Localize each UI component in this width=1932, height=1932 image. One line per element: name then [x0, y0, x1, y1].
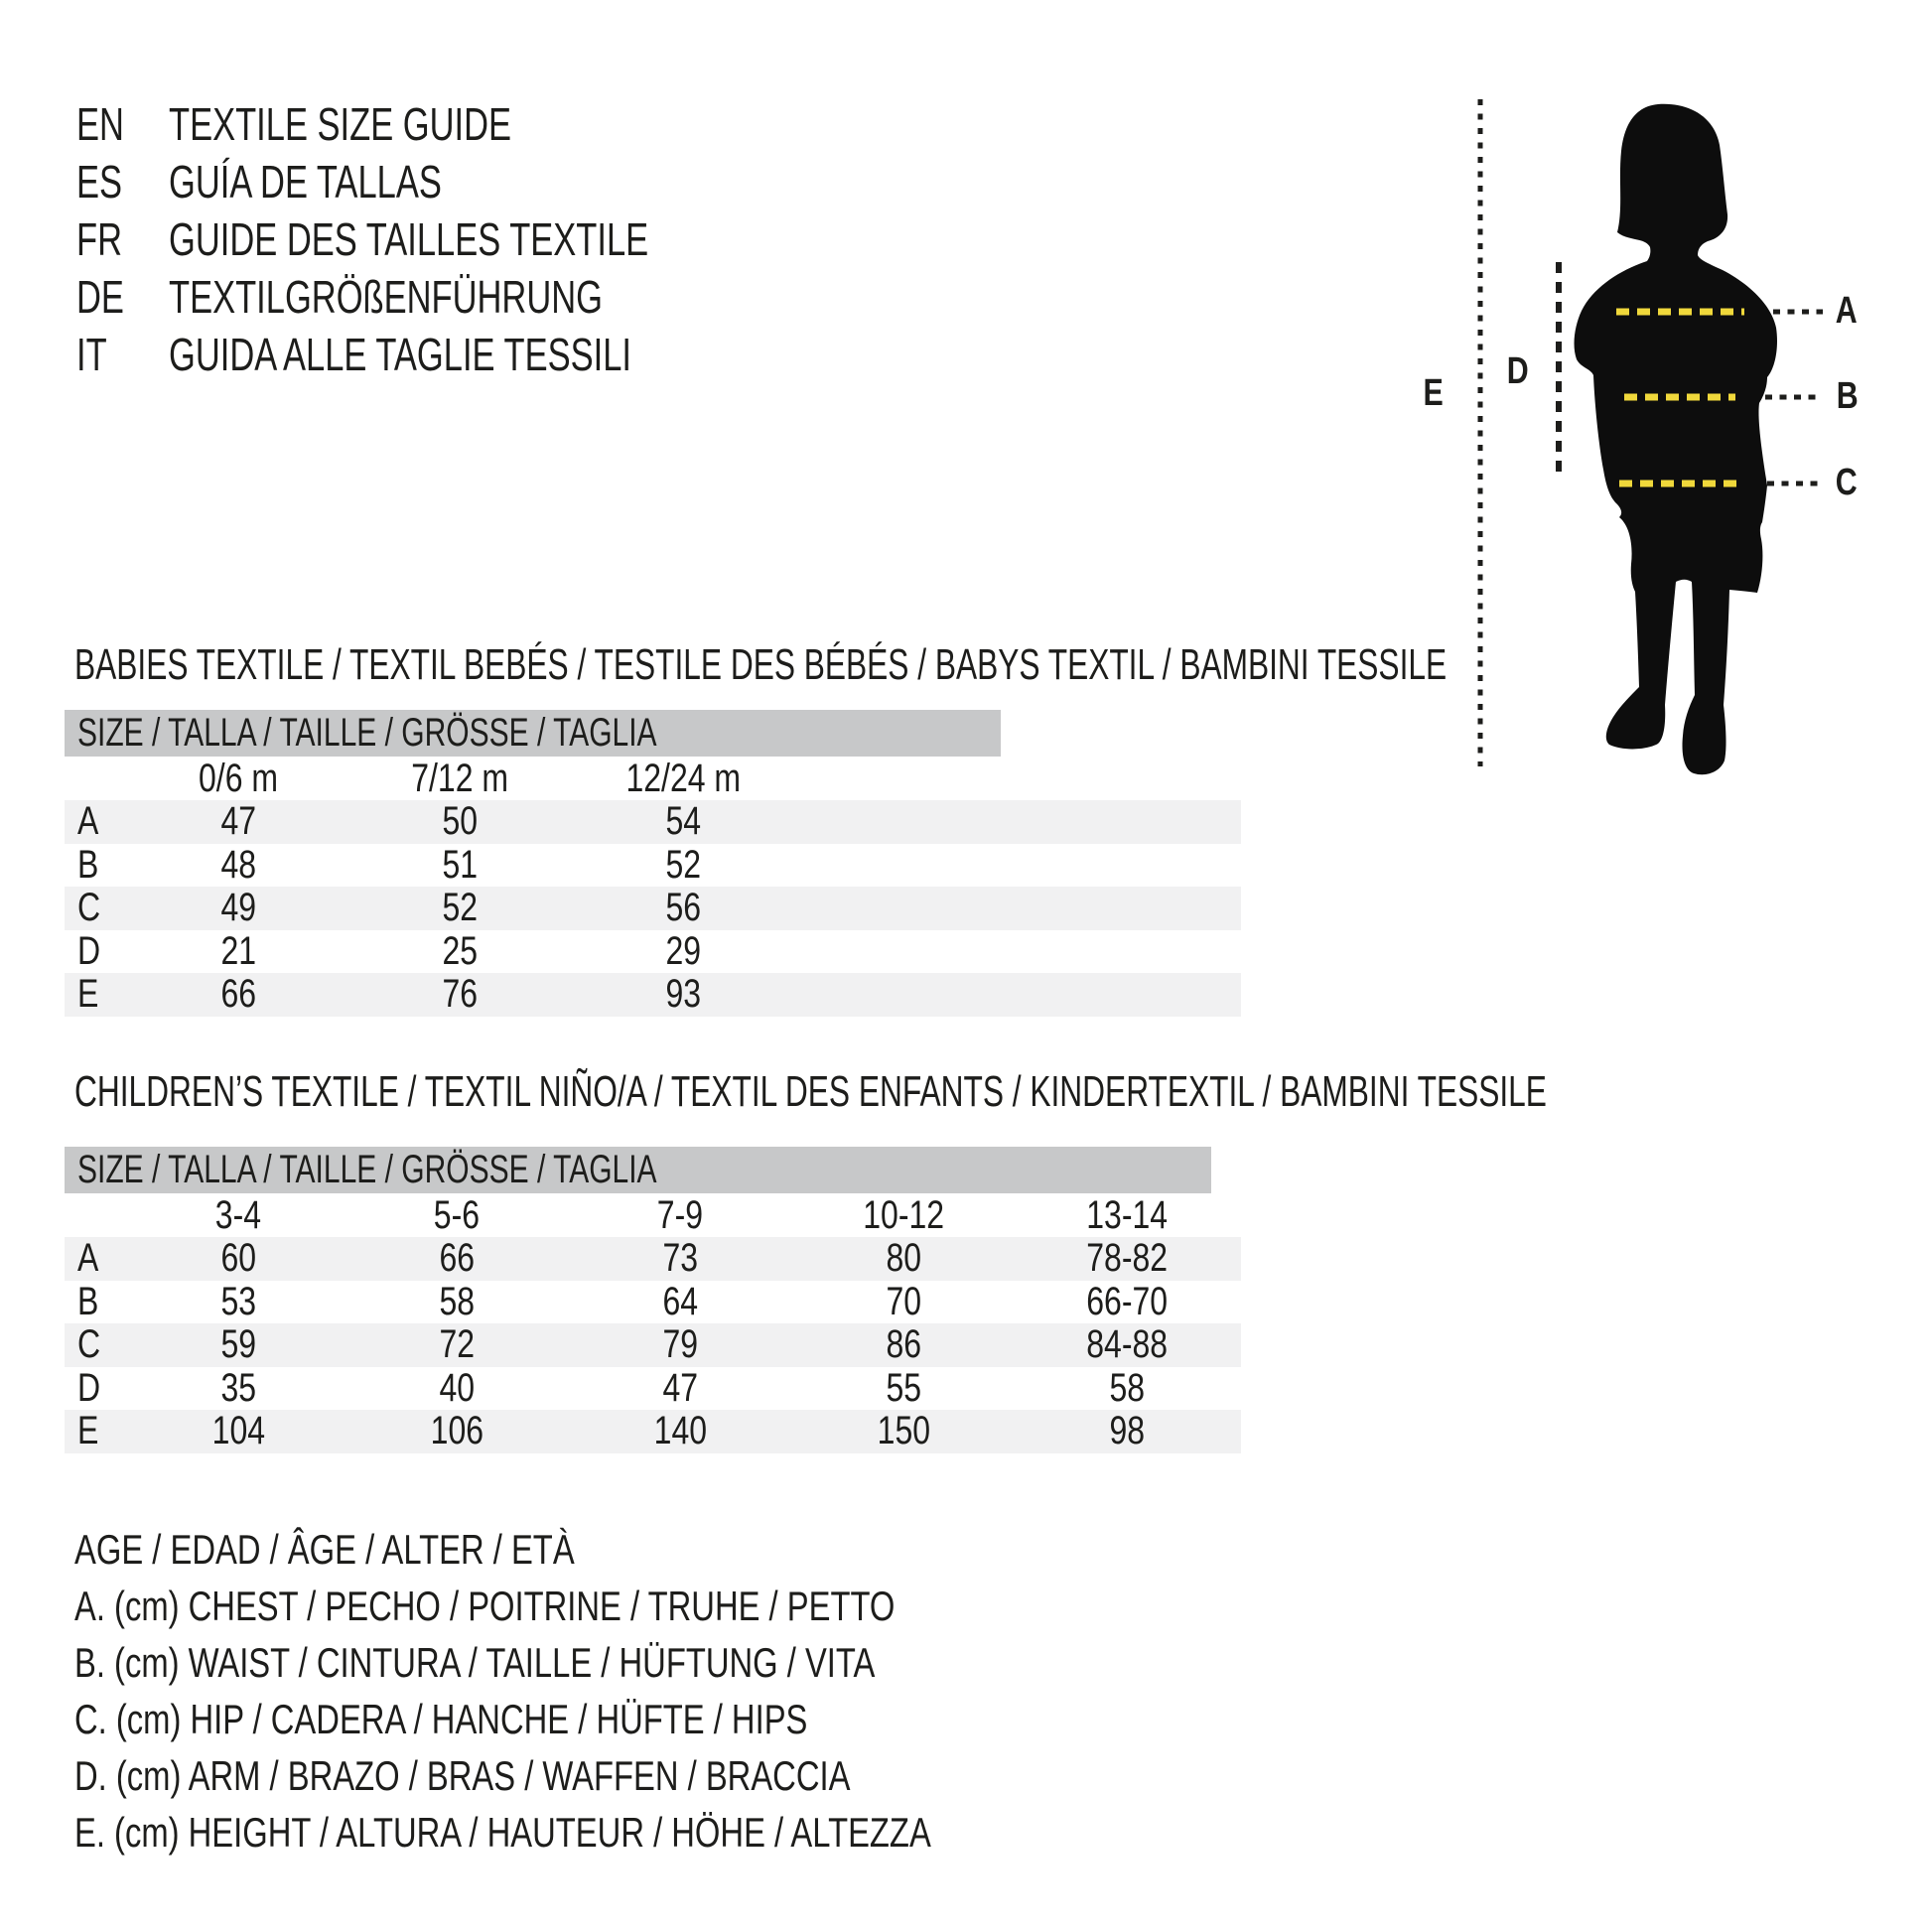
measurement-legend	[74, 1521, 1173, 1861]
table-cell: 70	[886, 1279, 921, 1323]
table-row	[65, 1281, 1241, 1324]
row-label: C	[77, 886, 101, 929]
table-cell: 47	[220, 799, 256, 843]
legend-waist: B. (cm) WAIST / CINTURA / TAILLE / HÜFTUNG / VITA	[74, 1639, 876, 1686]
row-label: E	[77, 972, 99, 1016]
table-cell: 58	[1109, 1365, 1145, 1410]
table-cell: 55	[886, 1365, 921, 1410]
table-cell: 66-70	[1086, 1279, 1168, 1323]
table-cell: 98	[1109, 1409, 1145, 1452]
table-cell: 29	[665, 928, 701, 973]
table-cell: 60	[220, 1236, 256, 1280]
lang-code: DE	[76, 271, 124, 323]
table-cell: 54	[665, 799, 701, 843]
figure-label-waist: B	[1836, 375, 1859, 417]
table-row	[65, 973, 1241, 1017]
legend-chest: A. (cm) CHEST / PECHO / POITRINE / TRUHE / PETTO	[74, 1583, 896, 1629]
table-cell: 40	[439, 1365, 475, 1410]
title-text: TEXTILGRÖßENFÜHRUNG	[169, 271, 604, 323]
table-cell: 56	[665, 886, 701, 929]
row-label: D	[77, 1365, 101, 1410]
table-cell: 76	[442, 972, 478, 1016]
table-cell: 73	[662, 1236, 698, 1280]
title-text: TEXTILE SIZE GUIDE	[169, 98, 512, 150]
column-header: 12/24 m	[625, 757, 741, 800]
table-cell: 59	[220, 1322, 256, 1366]
figure-label-hip: C	[1835, 462, 1858, 503]
table-cell: 104	[211, 1409, 265, 1452]
babies-column-headers	[65, 757, 1241, 800]
table-cell: 52	[665, 842, 701, 887]
column-header: 7/12 m	[411, 757, 508, 800]
table-cell: 78-82	[1086, 1236, 1168, 1280]
table-cell: 49	[220, 886, 256, 929]
children-column-headers	[65, 1193, 1241, 1237]
table-cell: 86	[886, 1322, 921, 1366]
title-text: GUIDE DES TAILLES TEXTILE	[169, 213, 649, 265]
table-cell: 84-88	[1086, 1322, 1168, 1366]
table-cell: 66	[220, 972, 256, 1016]
row-label: E	[77, 1409, 99, 1452]
table-cell: 52	[442, 886, 478, 929]
lang-code: IT	[76, 329, 107, 380]
title-text: GUIDA ALLE TAGLIE TESSILI	[169, 329, 631, 380]
table-cell: 72	[439, 1322, 475, 1366]
table-cell: 93	[665, 972, 701, 1016]
figure-label-chest: A	[1835, 290, 1858, 332]
table-cell: 48	[220, 842, 256, 887]
table-cell: 53	[220, 1279, 256, 1323]
figure-label-height: E	[1423, 372, 1444, 414]
column-header: 13-14	[1086, 1193, 1168, 1237]
column-header: 5-6	[433, 1193, 481, 1237]
table-row	[65, 800, 1241, 844]
children-section-heading: CHILDREN’S TEXTILE / TEXTIL NIÑO/A / TEXTIL DES ENFANTS / KINDERTEXTIL / BAMBINI TESSILE	[74, 1067, 1547, 1116]
table-cell: 140	[653, 1409, 707, 1452]
column-header: 3-4	[214, 1193, 262, 1237]
table-row	[65, 1237, 1241, 1281]
table-cell: 150	[877, 1409, 930, 1452]
babies-table-rows	[65, 800, 1241, 1017]
babies-section-heading: BABIES TEXTILE / TEXTIL BEBÉS / TESTILE DES BÉBÉS / BABYS TEXTIL / BAMBINI TESSILE	[74, 640, 1448, 689]
legend-arm: D. (cm) ARM / BRAZO / BRAS / WAFFEN / BRACCIA	[74, 1752, 851, 1799]
table-cell: 64	[662, 1279, 698, 1323]
table-row	[65, 887, 1241, 930]
lang-code: EN	[76, 98, 124, 150]
table-row	[65, 1410, 1241, 1453]
column-header: 0/6 m	[198, 757, 279, 800]
children-size-header-bar: SIZE / TALLA / TAILLE / GRÖSSE / TAGLIA	[65, 1147, 1211, 1193]
table-cell: 80	[886, 1236, 921, 1280]
row-label: D	[77, 928, 101, 973]
title-text: GUÍA DE TALLAS	[169, 156, 442, 207]
legend-hip: C. (cm) HIP / CADERA / HANCHE / HÜFTE / HIPS	[74, 1696, 808, 1742]
lang-code: FR	[76, 213, 122, 265]
row-label: A	[77, 799, 99, 843]
table-cell: 47	[662, 1365, 698, 1410]
column-header: 10-12	[863, 1193, 944, 1237]
row-label: B	[77, 842, 99, 887]
table-row	[65, 930, 1241, 974]
table-row	[65, 1323, 1241, 1367]
table-cell: 106	[430, 1409, 483, 1452]
table-cell: 50	[442, 799, 478, 843]
table-cell: 35	[220, 1365, 256, 1410]
row-label: B	[77, 1279, 99, 1323]
column-header: 7-9	[656, 1193, 704, 1237]
table-cell: 25	[442, 928, 478, 973]
table-cell: 79	[662, 1322, 698, 1366]
table-cell: 58	[439, 1279, 475, 1323]
lang-code: ES	[76, 156, 123, 207]
table-cell: 66	[439, 1236, 475, 1280]
row-label: A	[77, 1236, 99, 1280]
children-table-rows	[65, 1237, 1241, 1453]
table-cell: 21	[220, 928, 256, 973]
babies-size-header-bar: SIZE / TALLA / TAILLE / GRÖSSE / TAGLIA	[65, 710, 1001, 757]
table-row	[65, 844, 1241, 888]
legend-height: E. (cm) HEIGHT / ALTURA / HAUTEUR / HÖHE / ALTEZZA	[74, 1809, 931, 1856]
legend-age: AGE / EDAD / ÂGE / ALTER / ETÀ	[74, 1526, 575, 1573]
table-row	[65, 1367, 1241, 1411]
row-label: C	[77, 1322, 101, 1366]
figure-label-arm: D	[1506, 350, 1529, 392]
table-cell: 51	[442, 842, 478, 887]
